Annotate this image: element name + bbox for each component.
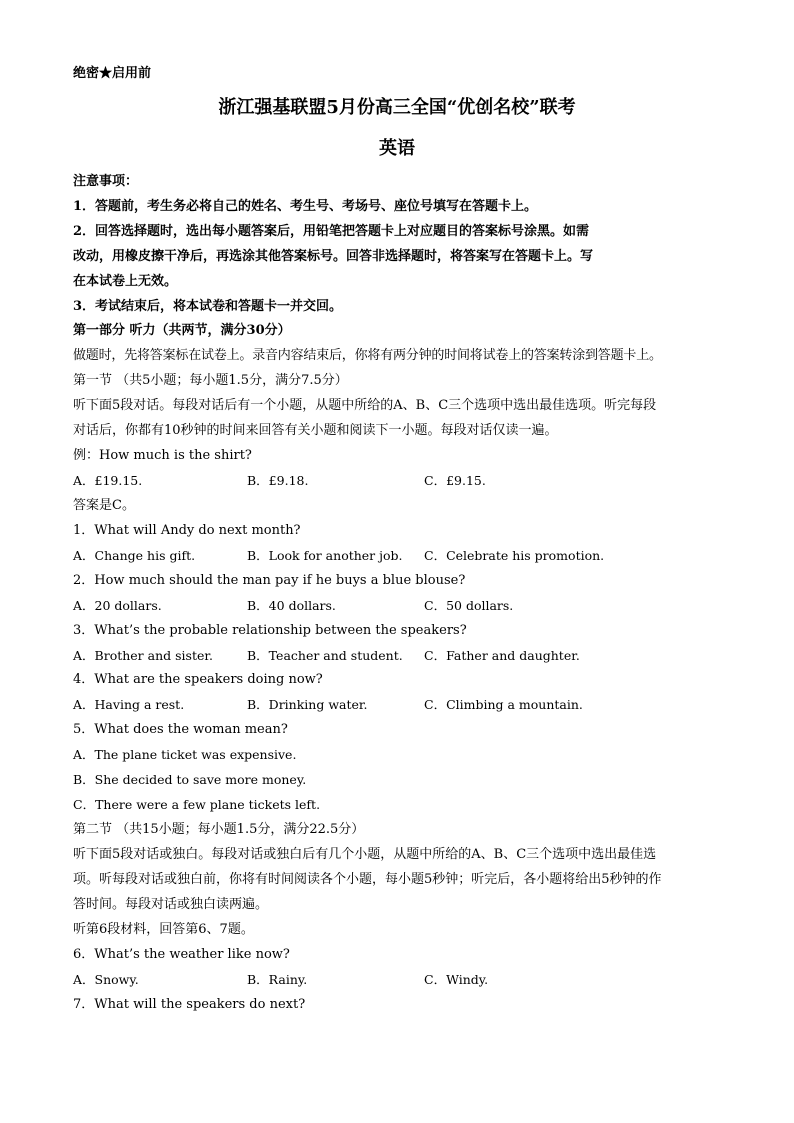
option-b: B．She decided to save more money. — [73, 772, 307, 787]
notice-item: 在本试卷上无效。 — [73, 274, 178, 289]
option-b: B．Teacher and student. — [247, 648, 403, 663]
section1-instruction: 对话后，你都有10秒钟的时间来回答有关小题和阅读下一小题。每段对话仅读一遍。 — [73, 423, 558, 438]
question: 6．What’s the weather like now? — [73, 947, 290, 962]
part1-heading: 第一部分 听力（共两节，满分30分） — [73, 323, 291, 338]
option-b: B．£9.18. — [247, 473, 309, 488]
section1-heading: 第一节 （共5小题；每小题1.5分，满分7.5分） — [73, 373, 348, 388]
option-b: B．Rainy. — [247, 972, 308, 987]
option-c: C．£9.15. — [424, 473, 486, 488]
question: 3．What’s the probable relationship between the speakers? — [73, 623, 467, 638]
section2-heading: 第二节 （共15小题；每小题1.5分，满分22.5分） — [73, 822, 365, 837]
option-c: C．50 dollars. — [424, 598, 514, 613]
option-a: A．Change his gift. — [73, 548, 196, 563]
option-a: A．Having a rest. — [73, 697, 185, 712]
option-c: C．Father and daughter. — [424, 648, 580, 663]
option-b: B．Look for another job. — [247, 548, 403, 563]
confidential-label: 绝密★启用前 — [73, 66, 152, 81]
section1-instruction: 听下面5段对话。每段对话后有一个小题，从题中所给的A、B、C三个选项中选出最佳选项。听完每段 — [73, 398, 657, 413]
option-a: A．Brother and sister. — [73, 648, 213, 663]
question: 5．What does the woman mean? — [73, 722, 288, 737]
question: 7．What will the speakers do next? — [73, 997, 306, 1012]
option-c: C．Celebrate his promotion. — [424, 548, 605, 563]
option-c: C．Climbing a mountain. — [424, 697, 583, 712]
notice-item: 改动，用橡皮擦干净后，再选涂其他答案标号。回答非选择题时，将答案写在答题卡上。写 — [73, 249, 594, 264]
option-c: C．There were a few plane tickets left. — [73, 797, 321, 812]
exam-title: 浙江强基联盟5月份高三全国“优创名校”联考 — [218, 97, 576, 118]
option-a: A．£19.15. — [73, 473, 143, 488]
notice-item: 1．答题前，考生务必将自己的姓名、考生号、考场号、座位号填写在答题卡上。 — [73, 199, 538, 214]
notice-item: 2．回答选择题时，选出每小题答案后，用铅笔把答题卡上对应题目的答案标号涂黑。如需 — [73, 224, 590, 239]
material-instruction: 听第6段材料，回答第6、7题。 — [73, 922, 254, 937]
section2-instruction: 项。听每段对话或独白前，你将有时间阅读各个小题，每小题5秒钟；听完后，各小题将给出5秒钟的作 — [73, 872, 662, 887]
option-a: A．20 dollars. — [73, 598, 162, 613]
notice-item: 3．考试结束后，将本试卷和答题卡一并交回。 — [73, 299, 343, 314]
question: 4．What are the speakers doing now? — [73, 672, 323, 687]
option-b: B．40 dollars. — [247, 598, 336, 613]
option-c: C．Windy. — [424, 972, 489, 987]
notice-heading: 注意事项： — [73, 174, 139, 189]
example-question: 例：How much is the shirt? — [73, 448, 252, 463]
part1-instruction: 做题时，先将答案标在试卷上。录音内容结束后，你将有两分钟的时间将试卷上的答案转涂到答题卡上。 — [73, 348, 662, 363]
section2-instruction: 听下面5段对话或独白。每段对话或独白后有几个小题，从题中所给的A、B、C三个选项中选出最佳选 — [73, 847, 657, 862]
option-a: A．Snowy. — [73, 972, 139, 987]
section2-instruction: 答时间。每段对话或独白读两遍。 — [73, 897, 269, 912]
option-a: A．The plane ticket was expensive. — [73, 747, 297, 762]
question: 1．What will Andy do next month? — [73, 523, 301, 538]
subject-title: 英语 — [379, 138, 415, 159]
option-b: B．Drinking water. — [247, 697, 368, 712]
question: 2．How much should the man pay if he buys a blue blouse? — [73, 573, 466, 588]
example-answer: 答案是C。 — [73, 498, 135, 513]
